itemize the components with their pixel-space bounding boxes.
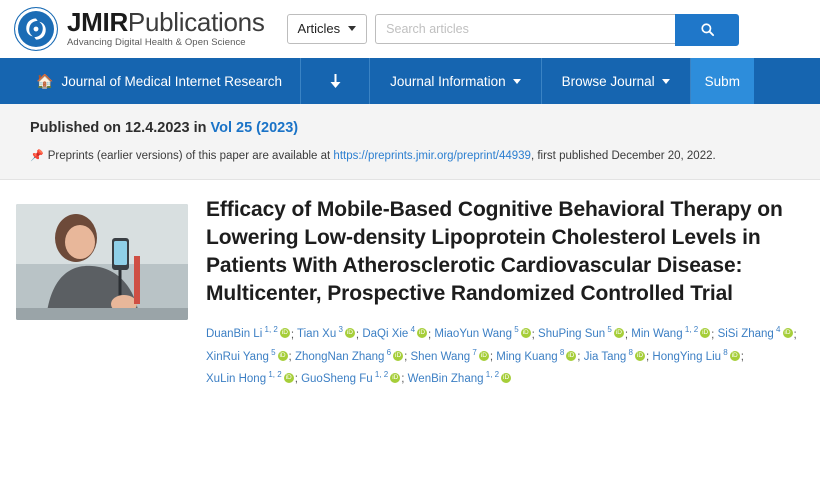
author-name: XuLin Hong xyxy=(206,372,267,385)
author-list xyxy=(206,324,802,390)
author-entry[interactable] xyxy=(206,347,289,363)
author-entry[interactable] xyxy=(538,325,625,341)
chevron-down-icon xyxy=(348,26,356,31)
logo-tagline: Advancing Digital Health & Open Science xyxy=(67,37,246,49)
orcid-icon[interactable] xyxy=(501,373,511,383)
orcid-icon[interactable] xyxy=(614,328,624,338)
author-name: MiaoYun Wang xyxy=(434,328,512,341)
author-name: ShuPing Sun xyxy=(538,328,606,341)
article-block xyxy=(0,180,820,390)
search-icon xyxy=(700,22,715,37)
nav-submit-button[interactable]: Subm xyxy=(691,58,754,104)
orcid-icon[interactable] xyxy=(730,351,740,361)
logo-title-light: Publications xyxy=(127,7,265,38)
author-separator: ; xyxy=(740,350,744,363)
author-separator: ; xyxy=(428,328,435,341)
author-separator: ; xyxy=(290,328,298,341)
author-separator: ; xyxy=(793,328,797,341)
swirl-shape-icon xyxy=(23,16,49,42)
author-affiliation-superscript: 8 xyxy=(721,347,728,357)
orcid-icon[interactable] xyxy=(783,328,793,338)
author-name: XinRui Yang xyxy=(206,350,269,363)
author-affiliation-superscript: 5 xyxy=(605,325,612,335)
author-entry[interactable] xyxy=(362,325,428,341)
preprint-suffix: , first published December 20, 2022. xyxy=(530,150,716,162)
arrow-down-icon xyxy=(329,73,342,89)
author-entry[interactable] xyxy=(631,325,711,341)
nav-journal-home[interactable] xyxy=(0,58,301,104)
author-affiliation-superscript: 1, 2 xyxy=(266,369,282,379)
author-entry[interactable] xyxy=(717,325,794,341)
author-name: GuoSheng Fu xyxy=(301,372,373,385)
site-header xyxy=(0,0,820,58)
author-entry[interactable] xyxy=(434,325,531,341)
orcid-icon[interactable] xyxy=(635,351,645,361)
search-scope-select[interactable] xyxy=(287,14,368,44)
caret-down-icon xyxy=(662,79,670,84)
author-entry[interactable] xyxy=(301,369,401,385)
author-affiliation-superscript: 1, 2 xyxy=(262,325,278,335)
author-separator: ; xyxy=(711,328,718,341)
author-affiliation-superscript: 1, 2 xyxy=(682,325,699,335)
orcid-icon[interactable] xyxy=(700,328,710,338)
author-separator: ; xyxy=(355,328,363,341)
author-entry[interactable] xyxy=(410,347,490,363)
preprint-note xyxy=(30,148,798,165)
author-affiliation-superscript: 5 xyxy=(268,347,276,357)
author-separator: ; xyxy=(294,372,302,385)
primary-nav xyxy=(0,58,820,104)
nav-item-browse-journal[interactable] xyxy=(542,58,691,104)
nav-item-label: Browse Journal xyxy=(561,73,655,89)
orcid-icon[interactable] xyxy=(521,328,531,338)
author-name: Jia Tang xyxy=(583,350,627,363)
orcid-icon[interactable] xyxy=(566,351,576,361)
orcid-icon[interactable] xyxy=(393,351,403,361)
author-affiliation-superscript: 7 xyxy=(470,347,477,357)
author-separator: ; xyxy=(288,350,295,363)
orcid-icon[interactable] xyxy=(280,328,290,338)
author-affiliation-superscript: 1, 2 xyxy=(483,369,500,379)
author-separator: ; xyxy=(489,350,497,363)
author-name: Shen Wang xyxy=(410,350,471,363)
author-affiliation-superscript: 3 xyxy=(336,325,343,335)
author-name: DuanBin Li xyxy=(206,328,263,341)
nav-scroll-down-button[interactable] xyxy=(301,58,370,104)
nav-item-label: Journal Information xyxy=(390,73,506,89)
author-name: HongYing Liu xyxy=(652,350,722,363)
author-separator: ; xyxy=(577,350,584,363)
search-input[interactable] xyxy=(375,14,675,44)
search-scope-label: Articles xyxy=(297,21,341,36)
author-entry[interactable] xyxy=(206,369,295,385)
author-name: Tian Xu xyxy=(297,328,337,341)
author-separator: ; xyxy=(624,328,632,341)
author-affiliation-superscript: 4 xyxy=(773,325,781,335)
author-entry[interactable] xyxy=(407,369,512,385)
author-name: DaQi Xie xyxy=(362,328,409,341)
author-entry[interactable] xyxy=(297,325,356,341)
author-affiliation-superscript: 6 xyxy=(384,347,392,357)
author-name: Ming Kuang xyxy=(496,350,558,363)
author-entry[interactable] xyxy=(496,347,577,363)
publication-info xyxy=(0,104,820,180)
orcid-icon[interactable] xyxy=(479,351,489,361)
thumbnail-illustration-icon xyxy=(16,204,188,320)
author-name: SiSi Zhang xyxy=(717,328,774,341)
preprint-prefix: Preprints (earlier versions) of this paper are available at xyxy=(47,150,334,162)
author-name: ZhongNan Zhang xyxy=(294,350,385,363)
orcid-icon[interactable] xyxy=(278,351,288,361)
author-affiliation-superscript: 1, 2 xyxy=(372,369,389,379)
author-affiliation-superscript: 8 xyxy=(557,347,565,357)
home-icon: 🏠 xyxy=(36,72,54,89)
author-entry[interactable] xyxy=(652,347,740,363)
article-title[interactable]: Efficacy of Mobile-Based Cognitive Behavioral Therapy on Lowering Low-density Lipoprotein Cholesterol Levels in Patients With Atherosclerotic Cardiovascular Disease: Multicenter, Prospective Randomized Controlled Trial xyxy=(206,197,783,305)
published-line xyxy=(30,120,798,136)
author-entry[interactable] xyxy=(583,347,646,363)
logo-title-bold: JMIR xyxy=(67,7,128,38)
thumbtack-icon: 📌 xyxy=(30,150,44,162)
nav-item-journal-information[interactable] xyxy=(370,58,542,104)
nav-journal-label: Journal of Medical Internet Research xyxy=(61,73,283,89)
search-button[interactable] xyxy=(675,14,739,46)
author-separator: ; xyxy=(531,328,539,341)
author-entry[interactable] xyxy=(206,325,291,341)
search-area xyxy=(287,14,740,44)
author-separator: ; xyxy=(401,372,408,385)
orcid-icon[interactable] xyxy=(345,328,355,338)
article-thumbnail-woman-with-phone[interactable] xyxy=(16,204,188,320)
orcid-icon[interactable] xyxy=(284,373,294,383)
orcid-icon[interactable] xyxy=(417,328,427,338)
caret-down-icon xyxy=(513,79,521,84)
jmir-swirl-logo-icon xyxy=(14,7,58,51)
author-affiliation-superscript: 8 xyxy=(626,347,633,357)
author-separator: ; xyxy=(404,350,411,363)
orcid-icon[interactable] xyxy=(390,373,400,383)
article-body xyxy=(188,196,802,390)
author-affiliation-superscript: 5 xyxy=(511,325,519,335)
author-name: Min Wang xyxy=(631,328,683,341)
author-name: WenBin Zhang xyxy=(407,372,484,385)
author-separator: ; xyxy=(646,350,653,363)
site-logo[interactable] xyxy=(14,7,265,51)
published-prefix: Published on 12.4.2023 in xyxy=(30,120,211,136)
author-affiliation-superscript: 4 xyxy=(408,325,416,335)
volume-link[interactable]: Vol 25 (2023) xyxy=(210,120,299,136)
preprint-link[interactable]: https://preprints.jmir.org/preprint/44939 xyxy=(333,150,531,162)
author-entry[interactable] xyxy=(294,347,404,363)
